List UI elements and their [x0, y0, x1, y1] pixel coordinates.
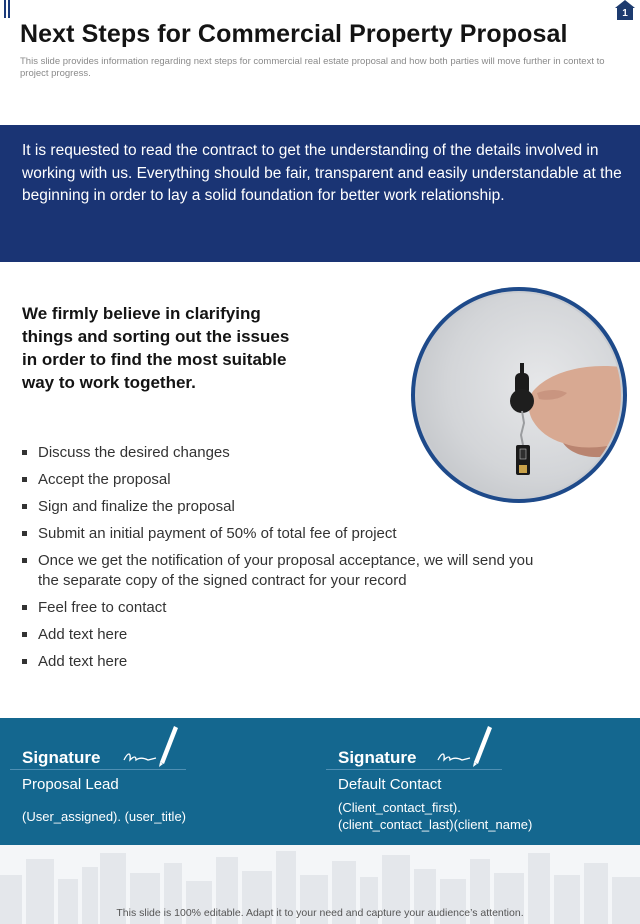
house-roof-icon	[615, 0, 635, 8]
page-subtitle: This slide provides information regarding next steps for commercial real estate proposal and how both parties will move further in context to project progress.	[20, 56, 605, 79]
intro-banner	[0, 125, 640, 262]
next-steps-list	[22, 443, 542, 679]
signature-detail: (User_assigned). (user_title)	[22, 809, 187, 824]
pen-signature-icon	[122, 722, 180, 768]
signature-role: Default Contact	[338, 776, 442, 793]
list-item: Submit an initial payment of 50% of total fee of project	[22, 524, 542, 544]
signature-detail-line: (Client_contact_first).	[338, 800, 461, 815]
signature-underline	[326, 769, 502, 770]
belief-statement: We firmly believe in clarifying things and sorting out the issues in order to find the most suitable way to work together.	[22, 304, 290, 392]
list-item: Sign and finalize the proposal	[22, 497, 542, 517]
signature-block-default-contact	[322, 718, 622, 845]
pen-signature-icon	[436, 722, 494, 768]
corner-marks	[4, 0, 16, 20]
list-item: Once we get the notification of your proposal acceptance, we will send you the separate copy of the signed contract for your record	[22, 551, 542, 591]
page-number-badge	[614, 0, 636, 22]
signature-detail-line: (client_contact_last)(client_name)	[338, 817, 533, 832]
list-item: Add text here	[22, 652, 542, 672]
signature-detail	[338, 799, 532, 833]
signature-band	[0, 718, 640, 845]
signature-role: Proposal Lead	[22, 776, 119, 793]
page-number: 1	[617, 8, 633, 20]
page-title: Next Steps for Commercial Property Proposal	[20, 20, 568, 48]
signature-heading: Signature	[22, 748, 101, 767]
intro-banner-text: It is requested to read the contract to get the understanding of the details involved in working with us. Everything should be fair, transparent and easily understandable at the beginning in order to lay a solid foundation for better work relationship.	[22, 142, 622, 204]
signature-block-proposal-lead	[0, 718, 300, 845]
signature-heading: Signature	[338, 748, 417, 767]
list-item: Feel free to contact	[22, 598, 542, 618]
list-item: Add text here	[22, 625, 542, 645]
footer-note: This slide is 100% editable. Adapt it to your need and capture your audience’s attention.	[116, 907, 524, 919]
list-item: Accept the proposal	[22, 470, 542, 490]
signature-underline	[10, 769, 186, 770]
list-item: Discuss the desired changes	[22, 443, 542, 463]
